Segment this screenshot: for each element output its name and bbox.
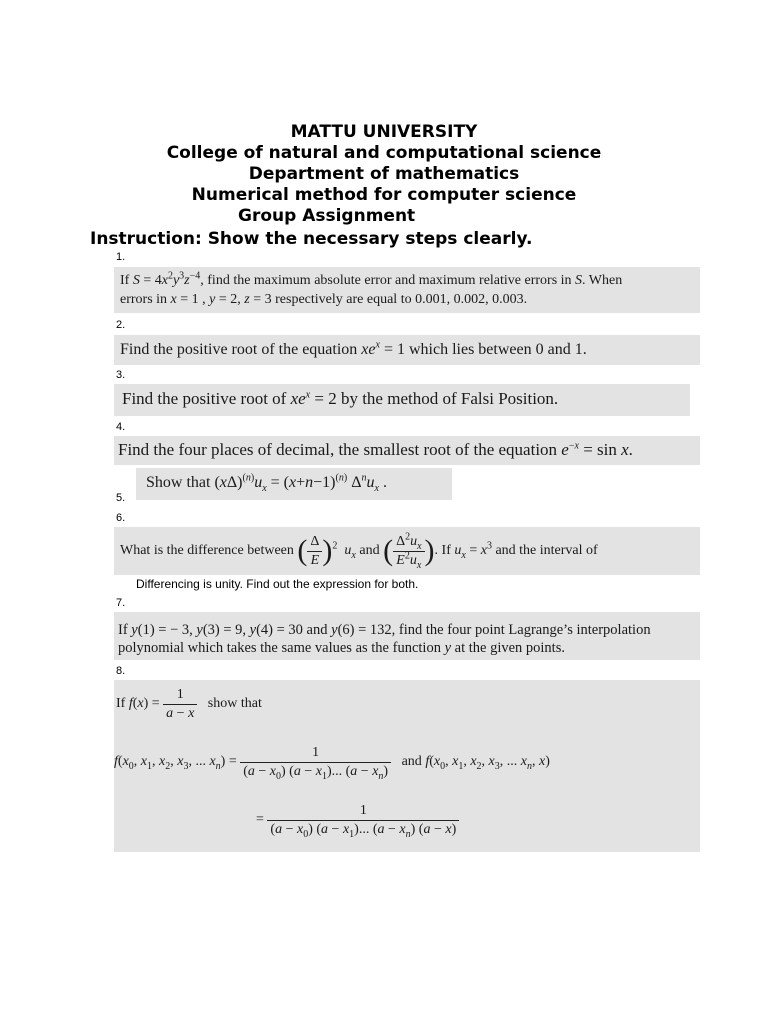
question-1-image: If $S = 4x^2y^3z^{-4}$, find the maximum absolute error and maximum relative errors in S. When errors in x = 1 , y = 2, z = 3 respectively are equal to 0.001, 0.002, 0.003.	[114, 267, 700, 313]
question-5-image: Show that $(x\Delta)^{(n)}u_x = (x+n-1)^{(n)}$ $\Delta^nu_x$ .	[136, 468, 452, 500]
question-3-image: Find the positive root of $xe^x = 2$ by the method of Falsi Position.	[114, 384, 690, 416]
college-title: College of natural and computational science	[166, 143, 602, 163]
question-6-note: Differencing is unity. Find out the expression for both.	[136, 577, 419, 591]
question-number: 8.	[116, 665, 126, 677]
question-number: 2.	[116, 319, 126, 331]
question-7-image: If y(1) = − 3, y(3) = 9, y(4) = 30 and y(6) = 132, find the four point Lagrange’s interpolation polynomial which takes the same values as the function y at the given points.	[114, 612, 700, 660]
question-6-image: What is the difference between ( $\frac{\Delta}{E}$ )$^2$ $u_x$ and ( $\frac{\Delta^2u_x}{E^2u_x}$ ). If $u_x = x^3$ and the interval of	[114, 527, 700, 575]
question-4-image: Find the four places of decimal, the smallest root of the equation $e^{-x} = \sin x$.	[114, 436, 700, 465]
question-number: 3.	[116, 369, 126, 381]
question-number: 5.	[116, 492, 126, 504]
question-2-image: Find the positive root of the equation $xe^x = 1$ which lies between 0 and 1.	[114, 335, 700, 365]
question-number: 1.	[116, 251, 126, 263]
question-number: 6.	[116, 512, 126, 524]
question-8-image: If f(x) = $\frac{1}{a - x}$ show that $f(x_0$, $x_1$, $x_2$, $x_3$, ... $x_n$) = $\frac{1}{(a - x_0) (a - x_1)... (a - x_n)}$ and $f(x_0$, $x_1$, $x_2$, $x_3$, ... $x_n$, x) = $\frac{1}{(a - x_0) (a - x_1)... (a - x_n) (a - x)}$	[114, 680, 700, 852]
course-title: Numerical method for computer science	[191, 185, 577, 205]
university-title: MATTU UNIVERSITY	[290, 122, 478, 142]
question-number: 7.	[116, 597, 126, 609]
department-title: Department of mathematics	[248, 164, 520, 184]
instruction: Instruction: Show the necessary steps clearly.	[90, 229, 533, 249]
assignment-title: Group Assignment	[238, 206, 416, 226]
question-number: 4.	[116, 421, 126, 433]
